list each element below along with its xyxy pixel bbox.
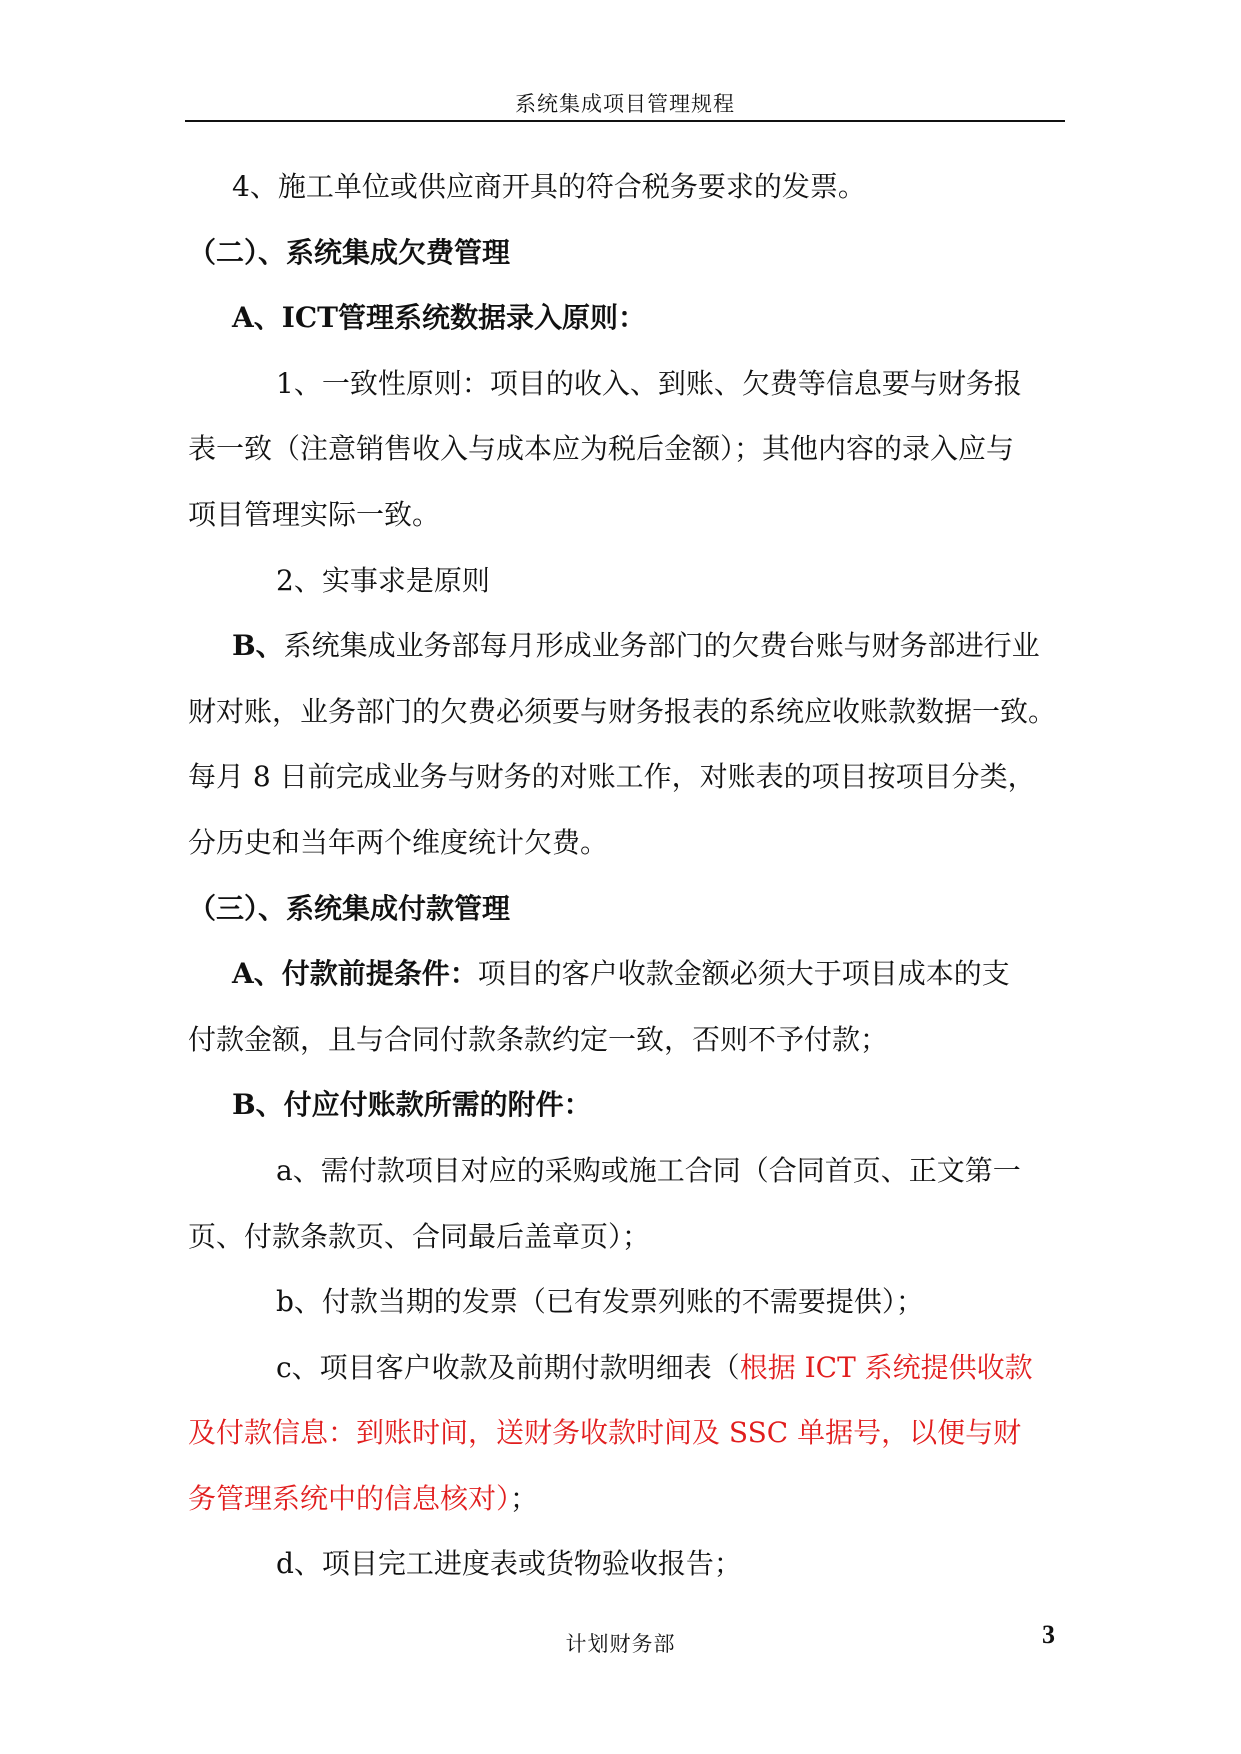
subheading-ict-data-entry: A、ICT管理系统数据录入原则： [232,301,646,335]
payment-precondition-line-1: A、付款前提条件：项目的客户收款金额必须大于项目成本的支 [232,957,1010,991]
principle-1-line-3: 项目管理实际一致。 [188,497,441,531]
header-rule [185,120,1065,122]
attachment-c-line-3: 务管理系统中的信息核对）； [188,1481,539,1515]
payment-precondition-line-2: 付款金额，且与合同付款条款约定一致，否则不予付款； [188,1022,889,1056]
principle-1-line-2: 表一致（注意销售收入与成本应为税后金额）；其他内容的录入应与 [188,432,1015,466]
attachment-b: b、付款当期的发票（已有发票列账的不需要提供）； [276,1285,924,1319]
page-header-title: 系统集成项目管理规程 [515,92,735,116]
paragraph-b-line-3: 每月 8 日前完成业务与财务的对账工作，对账表的项目按项目分类， [188,760,1036,794]
attachment-d: d、项目完工进度表或货物验收报告； [276,1547,742,1581]
section-heading-payment: （三）、系统集成付款管理 [188,891,511,925]
attachment-c-line-2: 及付款信息：到账时间，送财务收款时间及 SSC 单据号，以便与财 [188,1416,1022,1450]
section-heading-arrears: （二）、系统集成欠费管理 [188,235,511,269]
paragraph-b-line-4: 分历史和当年两个维度统计欠费。 [188,825,609,859]
page-number: 3 [1042,1620,1055,1649]
document-body [188,154,1066,1597]
item-4-invoice: 4、施工单位或供应商开具的符合税务要求的发票。 [232,170,866,203]
attachment-a-line-1: a、需付款项目对应的采购或施工合同（合同首页、正文第一 [276,1153,1021,1187]
subheading-attachments: B、付应付账款所需的附件： [232,1088,592,1122]
paragraph-b-line-1: B、系统集成业务部每月形成业务部门的欠费台账与财务部进行业 [232,629,1040,663]
footer-department: 计划财务部 [565,1632,676,1656]
principle-1-line-1: 1、一致性原则：项目的收入、到账、欠费等信息要与财务报 [276,366,1022,400]
principle-2: 2、实事求是原则 [276,563,490,597]
attachment-a-line-2: 页、付款条款页、合同最后盖章页）； [188,1219,651,1253]
attachment-c-line-1: c、项目客户收款及前期付款明细表（根据 ICT 系统提供收款 [276,1350,1033,1384]
paragraph-b-line-2: 财对账，业务部门的欠费必须要与财务报表的系统应收账款数据一致。 [188,694,1057,728]
